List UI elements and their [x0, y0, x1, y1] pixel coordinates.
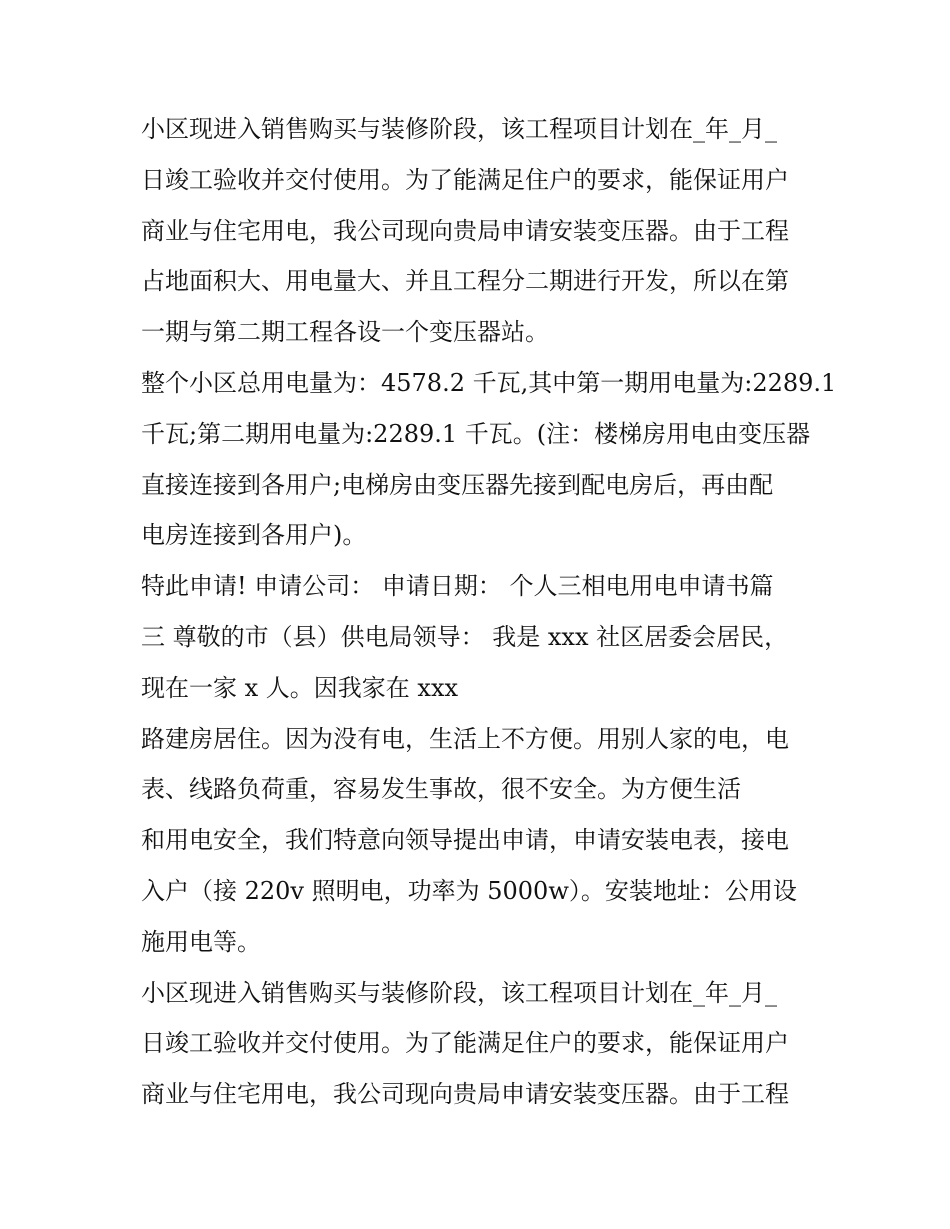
text-line: 千瓦;第二期用电量为:2289.1 千瓦。(注：楼梯房用电由变压器 [141, 419, 811, 448]
document-body [141, 104, 837, 1120]
text-line: 路建房居住。因为没有电，生活上不方便。用别人家的电，电 [141, 724, 789, 753]
text-line: 三 尊敬的市（县）供电局领导： 我是 xxx 社区居委会居民， [141, 622, 789, 651]
text-line: 现在一家 x 人。因我家在 xxx [141, 673, 459, 702]
text-line: 商业与住宅用电，我公司现向贵局申请安装变压器。由于工程 [141, 216, 789, 245]
text-line: 小区现进入销售购买与装修阶段，该工程项目计划在_年_月_ [141, 115, 777, 143]
text-line: 和用电安全，我们特意向领导提出申请，申请安装电表，接电 [141, 826, 789, 855]
text-line: 特此申请! 申请公司： 申请日期： 个人三相电用电申请书篇 [141, 572, 774, 601]
text-line: 日竣工验收并交付使用。为了能满足住户的要求，能保证用户 [141, 165, 789, 194]
text-line: 小区现进入销售购买与装修阶段，该工程项目计划在_年_月_ [141, 978, 777, 1007]
text-line: 施用电等。 [141, 927, 261, 956]
text-line: 入户（接 220v 照明电，功率为 5000w）。安装地址：公用设 [141, 876, 797, 905]
text-line: 商业与住宅用电，我公司现向贵局申请安装变压器。由于工程 [141, 1080, 789, 1109]
text-line: 一期与第二期工程各设一个变压器站。 [141, 318, 549, 347]
text-line: 直接连接到各用户;电梯房由变压器先接到配电房后，再由配 [141, 470, 774, 499]
text-line: 表、线路负荷重，容易发生事故，很不安全。为方便生活 [141, 775, 741, 804]
text-line: 电房连接到各用户)。 [141, 521, 367, 550]
text-line: 日竣工验收并交付使用。为了能满足住户的要求，能保证用户 [141, 1029, 789, 1058]
text-line: 占地面积大、用电量大、并且工程分二期进行开发，所以在第 [141, 267, 789, 296]
text-line: 整个小区总用电量为：4578.2 千瓦,其中第一期用电量为:2289.1 [141, 368, 837, 397]
